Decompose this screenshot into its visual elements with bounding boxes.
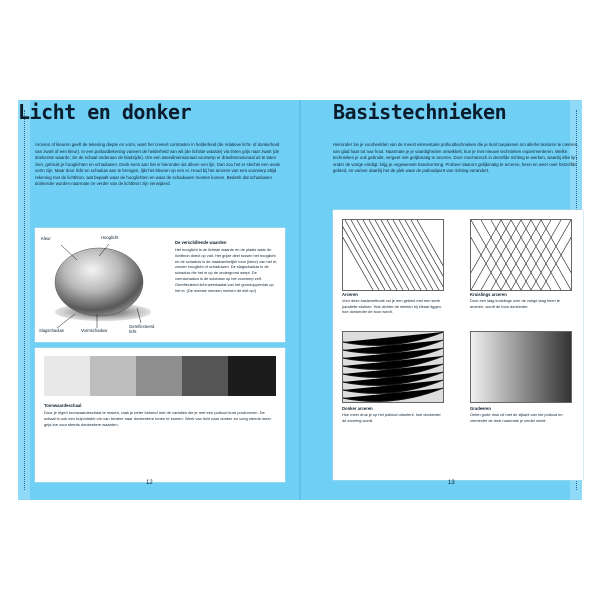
technique-title: Kruislings arceren <box>470 292 507 297</box>
label-gereflecteerd: Gereflecteerd licht <box>129 324 155 334</box>
technique-title: Gradeeren <box>470 406 491 411</box>
dark-hatching-sample <box>342 331 444 403</box>
technique-text: Voor deze basismethode vul je een gebied met een serie parallelle streken. Hoe dichter de streken bij elkaar liggen, hoe donkerder de toon wordt. <box>342 298 442 314</box>
hatching-sample <box>342 219 444 291</box>
right-page-number: 13 <box>448 480 455 486</box>
value-scale-bar <box>44 356 276 396</box>
dotted-line <box>24 110 26 490</box>
egg-illustration-card <box>35 228 285 342</box>
scale-title: Toonwaardeschaal <box>44 403 82 408</box>
left-page-title: Licht en donker <box>18 100 192 124</box>
technique-text: Oefen grote druk uit met de zijkant van het potlood en verminder de druk naarmate je verder werkt. <box>470 412 563 423</box>
gradation-sample <box>470 331 572 403</box>
left-page-number: 12 <box>146 480 153 486</box>
left-margin-strip <box>18 100 30 500</box>
values-title: De verschillende waarden <box>175 240 227 245</box>
right-page-title: Basistechnieken <box>333 100 507 124</box>
book-spread <box>18 100 582 500</box>
value-scale-card <box>35 348 285 482</box>
label-kleur: Kleur <box>41 236 51 241</box>
technique-title: Donker arceren <box>342 406 373 411</box>
techniques-card <box>333 210 583 480</box>
technique-text: Door een laag kruislings over de vorige laag heen te arceren, wordt de toon donkerder. <box>470 298 560 309</box>
values-text: Het hooglicht is de lichtste waarde en de plaats waar de lichtbron direct op valt. Het grijze deel tussen het hooglicht en de schaduw is de daadwerkelijke toon (kleur) van het ei, zonder hooglicht of schaduwen. De slagschaduw is de schaduw die het ei op de ondergrond werpt. De vormschaduw is de schaduw op het voorwerp zelf. Gereflecteerd licht weerkaatst van het grondoppervlak op het ei. (De meeste mensen merken dit niet op!) <box>175 247 278 293</box>
egg-shape <box>55 248 143 316</box>
cross-hatching-sample <box>470 219 572 291</box>
technique-text: Hoe meer druk je op het potlood uitoefent, hoe donkerder de arcering wordt. <box>342 412 441 423</box>
label-vormschaduw: Vormschaduw <box>81 328 108 333</box>
right-intro-text: Hieronder zie je voorbeelden van de meest elementaire potloodtechnieken die je kunt toepassen om allerlei texturen te creëren, van glad haar tot ruw hout. Naarmate je je vaardigheden ontwikkelt, kun je met nieuwe technieken experimenteren. Welke technieken je ook gebruikt, vergeet niet gelijkmatig te arceren. Door mechanisch in dezelfde richting te werken, waarbij elke lijn onder de vorige eindigt, krijg je ongewenste bandvorming. Probeer daarom gelijkmatig te arceren, heen en weer over hetzelfde gebied, en varieer daarbij het de plek waar de potloodpunt van richting verandert. <box>333 142 579 173</box>
page-gutter <box>299 100 301 500</box>
technique-title: Arceren <box>342 292 358 297</box>
label-hooglicht: Hooglicht <box>101 235 119 240</box>
scale-text: Door je eigen toonwaardeschaal te maken, raak je beter bekend met de variaties die je met een potlood kunt produceren. De schaal is ook een hulpmiddel om van lichtere naar donkerdere tonen te komen. Werk van licht naar donker en voeg steeds meer grijs toe voor steeds donkerdere waarden. <box>44 410 271 427</box>
left-intro-text: Arceren of kleuren geeft de tekening diepte en vorm, want het creëert contrasten in helderheid (de relatieve licht- of donkerheid van zwart of een kleur). In een potloodtekening varieert de helderheid van wit (de lichtste waarde) via tinten grijs naar zwart (de donkerste waarde; zie de schaal onderaan de bladzijde). Om een tweedimensionaal voorwerp er driedimensionaal uit te laten zien, gebruik je hooglichten en schaduwen. Denk eens aan het ei hieronder als alleen een lijn. Dan zou het er slechts een ovale vorm zijn. Maar door licht en schaduw aan te brengen, lijkt het kleuren op een ei. Houd bij het arceren van een voorwerp altijd rekening met de lichtbron, wat bepaalt waar de hooglichten en waar de schaduwen moeten komen. Bedenk dat schaduwen donkerder worden naarmate ze verder van de lichtbron zijn verwijderd. <box>35 142 281 186</box>
label-slagschaduw: Slagschaduw <box>39 328 64 333</box>
